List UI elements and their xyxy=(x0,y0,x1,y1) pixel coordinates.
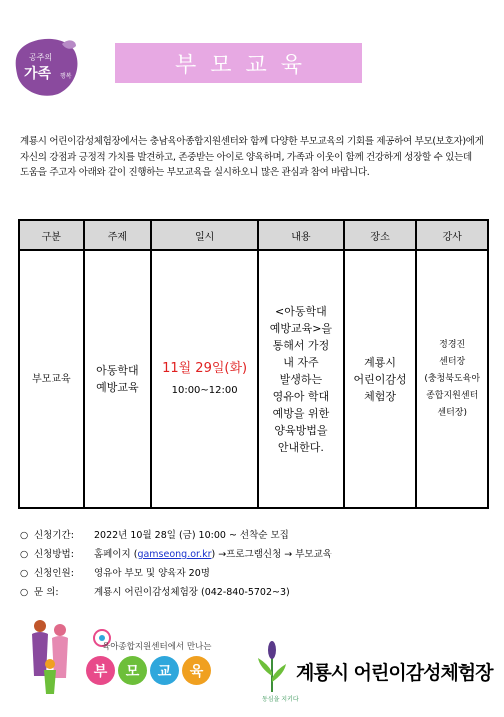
bullet-icon: ○ xyxy=(20,530,29,541)
info-value-suffix: ) →프로그램신청 → 부모교육 xyxy=(211,549,332,560)
org-slogan: 동심을 지키다 xyxy=(262,696,299,703)
info-label: 신청인원: xyxy=(34,568,74,579)
parent-education-badges xyxy=(86,656,211,685)
content-line: <아동학대 xyxy=(275,304,327,318)
center-tagline: 육아종합지원센터에서 만나는 xyxy=(102,642,212,652)
content-line: 양육방법을 xyxy=(274,423,328,437)
homepage-link[interactable]: gamseong.or.kr xyxy=(137,549,212,560)
table-header-row xyxy=(19,220,488,250)
org-name: 계룡시 어린이감성체험장 xyxy=(296,662,493,684)
content-line: 영유아 학대 xyxy=(272,389,330,403)
header-place: 장소 xyxy=(344,220,417,250)
title-bar xyxy=(115,43,362,83)
info-label: 신청기간: xyxy=(34,530,74,541)
topic-line: 아동학대 xyxy=(96,364,139,377)
info-value-prefix: 홈페이지 ( xyxy=(94,549,138,560)
content-line: 안내한다. xyxy=(277,440,324,454)
info-capacity xyxy=(20,564,490,583)
header-category: 구분 xyxy=(19,220,84,250)
content-line: 발생하는 xyxy=(279,372,323,386)
info-method xyxy=(20,545,490,564)
cell-content xyxy=(258,250,344,508)
header-datetime: 일시 xyxy=(151,220,258,250)
content-line: 예방교육>을 xyxy=(269,321,333,335)
header-lecturer: 강사 xyxy=(416,220,488,250)
info-label: 신청방법: xyxy=(34,549,74,560)
info-value: 영유아 부모 및 양육자 20명 xyxy=(94,568,210,579)
info-contact xyxy=(20,583,490,602)
badge-pill: 부 xyxy=(86,656,115,685)
bullet-icon: ○ xyxy=(20,568,29,579)
table-row xyxy=(19,250,488,508)
info-period xyxy=(20,526,490,545)
info-list xyxy=(20,526,490,602)
cell-datetime xyxy=(151,250,258,508)
place-line: 계룡시 xyxy=(364,355,397,369)
bullet-icon: ○ xyxy=(20,549,29,560)
logo-line1: 공주의 xyxy=(29,53,53,62)
content-line: 내 자주 xyxy=(283,355,319,369)
badge-pill: 모 xyxy=(118,656,147,685)
event-time: 10:00~12:00 xyxy=(171,384,238,396)
place-line: 어린이감성 xyxy=(353,372,407,386)
schedule-table xyxy=(18,219,489,509)
cell-lecturer xyxy=(416,250,488,508)
header-content: 내용 xyxy=(258,220,344,250)
lecturer-line: 정경진 xyxy=(439,339,466,350)
logo-line2: 가족 xyxy=(24,66,52,82)
place-line: 체험장 xyxy=(364,389,397,403)
bullet-icon: ○ xyxy=(20,587,29,598)
content-line: 예방을 위한 xyxy=(272,406,330,420)
lecturer-line: (충청북도육아 xyxy=(424,373,481,384)
lecturer-line: 종합지원센터 xyxy=(426,390,479,401)
info-label: 문 의: xyxy=(34,587,59,598)
topic-line: 예방교육 xyxy=(96,381,139,394)
cell-place xyxy=(344,250,417,508)
info-value: 계룡시 어린이감성체험장 (042-840-5702~3) xyxy=(94,587,290,598)
family-logo xyxy=(14,38,82,98)
content-line: 통해서 가정 xyxy=(272,338,330,352)
page-title: 부모교육 xyxy=(174,52,316,78)
event-date: 11월 29일(화) xyxy=(162,360,248,376)
badge-pill: 육 xyxy=(182,656,211,685)
intro-paragraph: 계룡시 어린이감성체험장에서는 충남육아종합지원센터와 함께 다양한 부모교육의 기회를 제공하여 부모(보호자)에게 자신의 강점과 긍정적 가치를 발견하고, 존중받는 아이로 양육하며, 가족과 이웃이 함께 건강하게 성장할 수 있는데 도움을 주고자 아래와 같이 진행하는 부모교육을 실시하오니 많은 관심과 참여 바랍니다. xyxy=(20,136,484,178)
lecturer-line: 센터장) xyxy=(437,407,467,418)
badge-pill: 교 xyxy=(150,656,179,685)
info-value: 2022년 10월 28일 (금) 10:00 ~ 선착순 모집 xyxy=(94,530,289,541)
cell-topic xyxy=(84,250,152,508)
header-topic: 주제 xyxy=(84,220,152,250)
logo-line3: 행복 xyxy=(60,73,72,80)
cell-category: 부모교육 xyxy=(19,250,84,508)
lecturer-line: 센터장 xyxy=(439,356,466,367)
